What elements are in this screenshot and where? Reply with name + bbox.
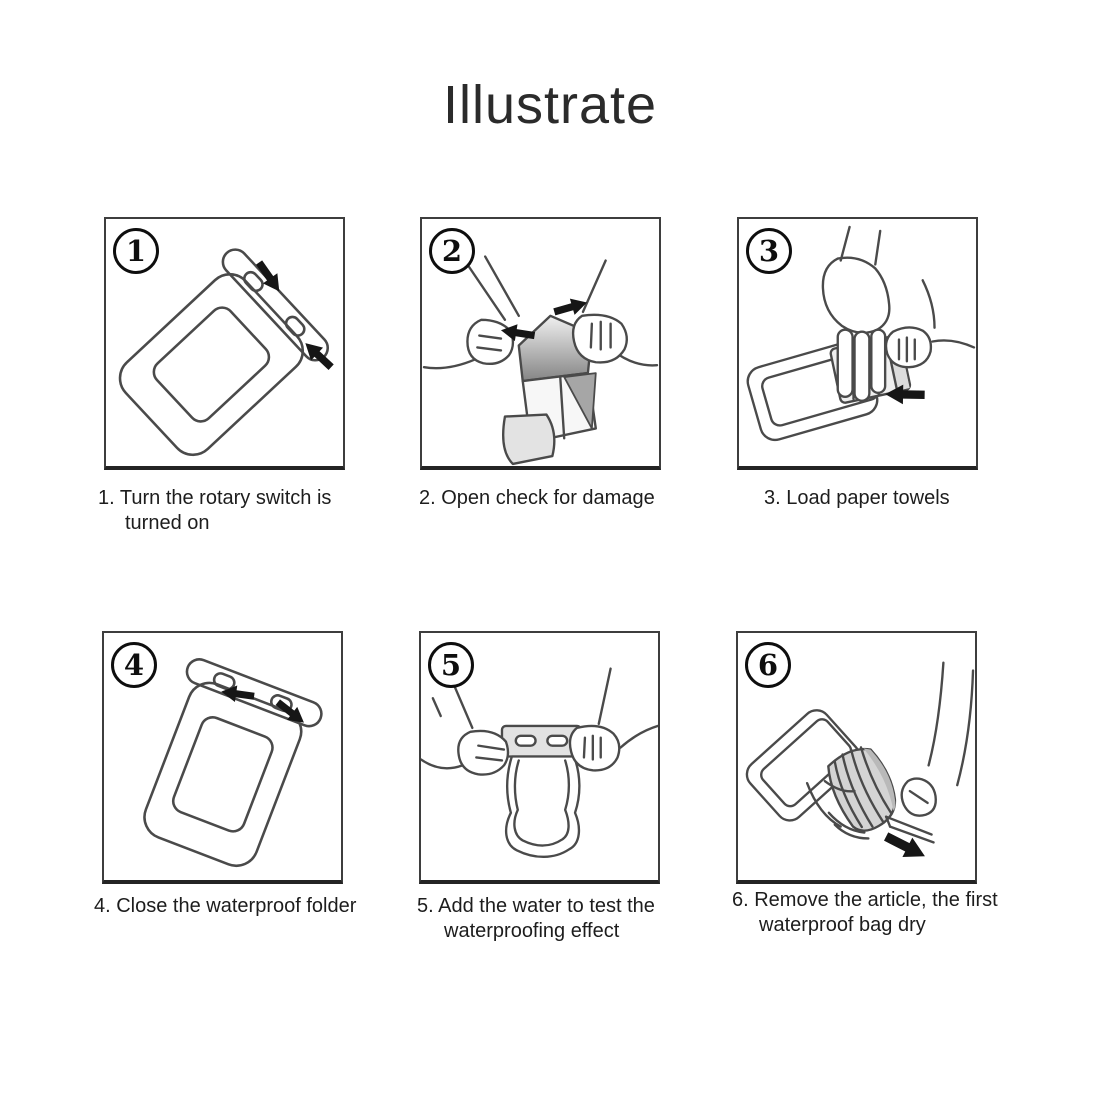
page-title: Illustrate bbox=[442, 75, 658, 135]
right-hand bbox=[570, 669, 658, 771]
step-number-badge: 1 bbox=[113, 228, 159, 274]
step-caption-5 bbox=[417, 894, 675, 944]
left-hand bbox=[421, 673, 508, 775]
top-hand bbox=[823, 227, 889, 401]
step-panel-3 bbox=[737, 217, 978, 470]
step-caption-text: 4. Close the waterproof folder bbox=[94, 895, 357, 917]
waterproof-pouch bbox=[127, 656, 325, 877]
step-panel-1 bbox=[104, 217, 345, 470]
step-number-badge: 3 bbox=[746, 228, 792, 274]
waterproof-pouch bbox=[106, 245, 333, 466]
right-hand bbox=[573, 315, 627, 363]
step-number-badge: 2 bbox=[429, 228, 475, 274]
step-number-badge: 5 bbox=[428, 642, 474, 688]
right-hand bbox=[886, 663, 973, 843]
step-caption-text: 2. Open check for damage bbox=[419, 487, 655, 509]
step-panel-2 bbox=[420, 217, 661, 470]
right-hand bbox=[886, 280, 974, 367]
step-panel-6 bbox=[736, 631, 977, 884]
step-caption-text: 6. Remove the article, the first waterproof bag dry bbox=[732, 889, 998, 936]
step-caption-text: 1. Turn the rotary switch is turned on bbox=[98, 487, 332, 534]
step-panel-4 bbox=[102, 631, 343, 884]
step-caption-1 bbox=[98, 486, 354, 536]
step-caption-text: 3. Load paper towels bbox=[764, 487, 950, 509]
step-number-badge: 6 bbox=[745, 642, 791, 688]
step-number-badge: 4 bbox=[111, 642, 157, 688]
step-panel-5 bbox=[419, 631, 660, 884]
step-caption-2 bbox=[419, 486, 675, 511]
step-caption-4 bbox=[94, 894, 394, 919]
step-caption-3 bbox=[764, 486, 994, 511]
step-caption-6 bbox=[732, 888, 1026, 938]
left-hand bbox=[467, 320, 513, 364]
step-caption-text: 5. Add the water to test the waterproofing effect bbox=[417, 895, 655, 942]
